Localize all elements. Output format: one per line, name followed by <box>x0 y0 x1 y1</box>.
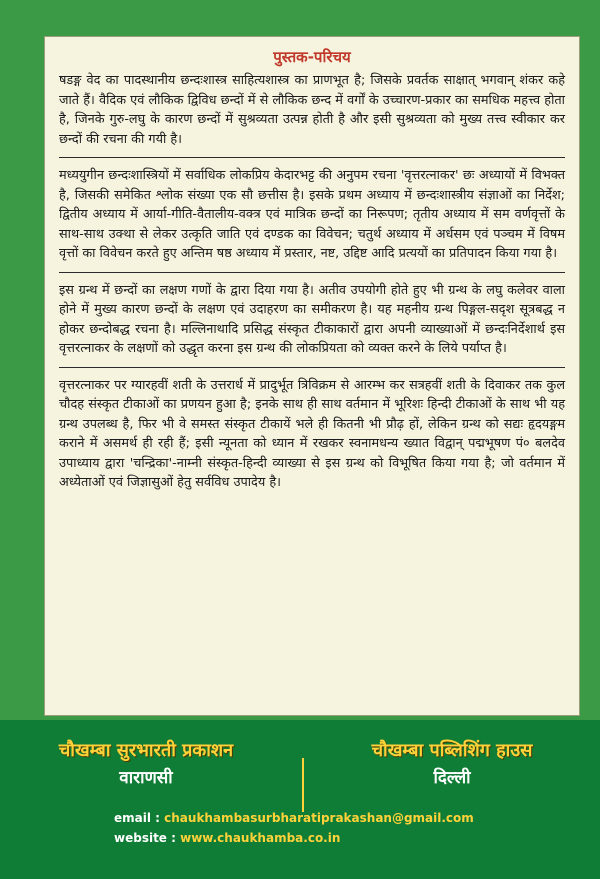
section-heading: पुस्तक-परिचय <box>273 48 351 66</box>
publisher-city-left: वाराणसी <box>119 768 173 788</box>
paragraph-4 <box>59 376 565 493</box>
publisher-right <box>312 738 592 792</box>
paragraph-text: इस ग्रन्थ में छन्दों का लक्षण गणों के द्वारा दिया गया है। अतीव उपयोगी होते हुए भी ग्रन्थ के लघु कलेवर वाला होने में मुख्य कारण छन्दों के लक्षण एवं उदाहरण का समीकरण है। यह महनीय ग्रन्थ पिङ्गल-सदृश सूत्रबद्ध न होकर छन्दोबद्ध रचना है। मल्लिनाथादि प्रसिद्ध संस्कृत टीकाकारों द्वारा अपनी व्याख्याओं में छन्दःनिर्देशार्थ इस वृत्तरत्नाकर के लक्षणों को उद्धृत करना इस ग्रन्थ की लोकप्रियता को व्यक्त करने के लिये पर्याप्त है। <box>59 282 565 356</box>
website-link[interactable]: www.chaukhamba.co.in <box>180 831 341 845</box>
publisher-name-left: चौखम्बा सुरभारती प्रकाशन <box>58 740 234 761</box>
paragraph-divider <box>59 367 565 368</box>
publisher-footer <box>0 720 600 879</box>
paragraph-divider <box>59 272 565 273</box>
paragraph-divider <box>59 157 565 158</box>
publisher-city-right: दिल्ली <box>433 768 471 788</box>
email-line <box>114 808 474 828</box>
contact-info <box>114 808 474 848</box>
paragraph-2 <box>59 166 565 264</box>
publisher-row <box>0 738 600 808</box>
book-introduction-panel <box>44 36 580 716</box>
paragraph-1 <box>59 71 565 149</box>
paragraph-3 <box>59 281 565 359</box>
website-label: website : <box>114 831 176 845</box>
paragraph-text: षडङ्ग वेद का पादस्थानीय छन्दःशास्त्र साहित्यशास्त्र का प्राणभूत है; जिसके प्रवर्तक साक्षात् भगवान् शंकर कहे जाते हैं। वैदिक एवं लौकिक द्विविध छन्दों में से लौकिक छन्द में वर्गों के उच्चारण-प्रकार का समधिक महत्त्व होता है, जिनके गुरु-लघु के कारण छन्दों में सुश्रव्यता उत्पन्न होती है और इसी सुश्रव्यता को मुख्य तत्त्व स्वीकार कर छन्दों की रचना की गयी है। <box>59 73 565 147</box>
paragraph-text: मध्ययुगीन छन्दःशास्त्रियों में सर्वाधिक लोकप्रिय केदारभट्ट की अनुपम रचना 'वृत्तरत्नाकर' छः अध्यायों में विभक्त है, जिसकी समेकित श्लोक संख्या एक सौ छत्तीस है। इसके प्रथम अध्याय में छन्दःशास्त्रीय संज्ञाओं का निर्देश; द्वितीय अध्याय में आर्या-गीति-वैतालीय-वक्त्र एवं मात्रिक छन्दों का निरूपण; तृतीय अध्याय में सम वर्णवृत्तों के साथ-साथ उक्था से लेकर उत्कृति जाति एवं दण्डक का विवेचन; चतुर्थ अध्याय में अर्धसम एवं पञ्चम में विषम वृत्तों का विवेचन करते हुए अन्तिम षष्ठ अध्याय में प्रस्तार, नष्ट, उद्दिष्ट आदि प्रत्ययों का प्रतिपादन किया गया है। <box>59 168 565 261</box>
publisher-left <box>6 738 286 792</box>
paragraph-text: वृत्तरत्नाकर पर ग्यारहवीं शती के उत्तरार्ध में प्रादुर्भूत त्रिविक्रम से आरम्भ कर सत्रहवीं शती के दिवाकर तक कुल चौदह संस्कृत टीकाओं का प्रणयन हुआ है; इनके साथ ही साथ वर्तमान में भूरिशः हिन्दी टीकाओं के साथ भी यह ग्रन्थ उपलब्ध है, फिर भी वे समस्त संस्कृत टीकायें भले ही कितनी भी प्रौढ़ हों, लेकिन ग्रन्थ को सद्यः हृदयङ्गम कराने में असमर्थ ही रही हैं; इसी न्यूनता को ध्यान में रखकर स्वनामधन्य ख्यात विद्वान् पद्मभूषण पं० बलदेव उपाध्याय द्वारा 'चन्द्रिका'-नाम्नी संस्कृत-हिन्दी व्याख्या से इस ग्रन्थ को विभूषित किया गया है; जो वर्तमान में अध्येताओं एवं जिज्ञासुओं हेतु सर्वविध उपादेय है। <box>59 377 565 490</box>
email-address[interactable]: chaukhambasurbharatiprakashan@gmail.com <box>164 811 474 825</box>
email-label: email : <box>114 811 160 825</box>
publisher-divider <box>302 758 304 812</box>
website-line <box>114 828 474 848</box>
publisher-name-right: चौखम्बा पब्लिशिंग हाउस <box>371 740 533 761</box>
